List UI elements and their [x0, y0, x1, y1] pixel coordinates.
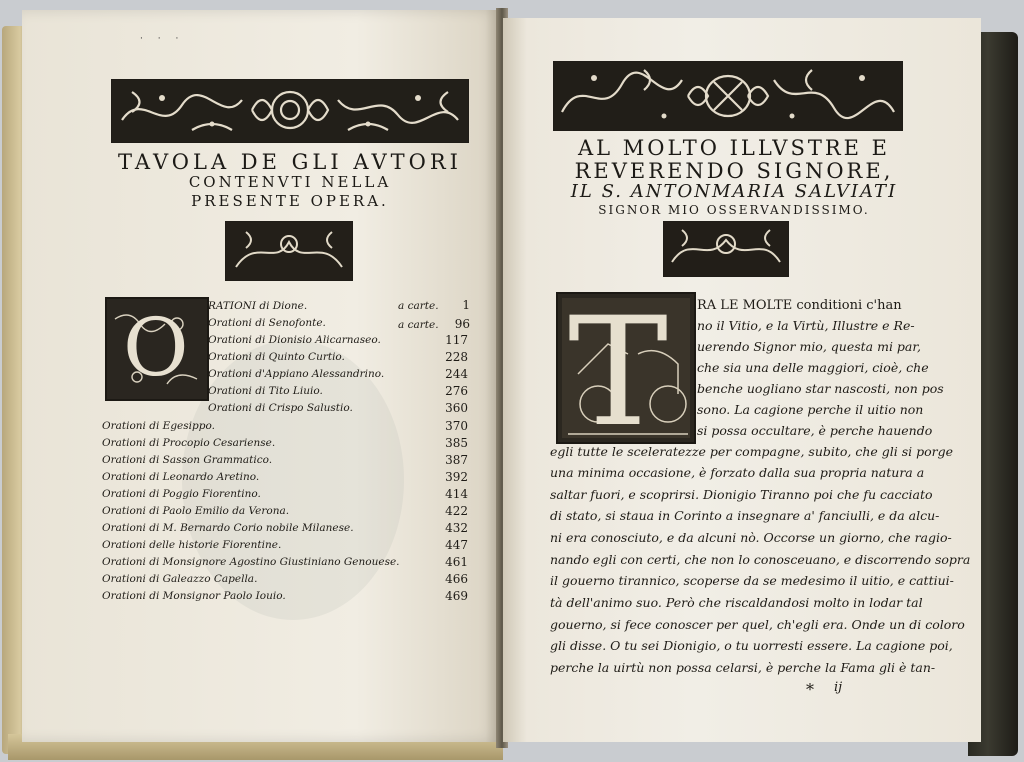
decorated-initial-t	[556, 286, 696, 460]
right-title-line-3: IL S. ANTONMARIA SALVIATI	[570, 181, 898, 202]
index-page-1: 1	[462, 298, 470, 312]
index-col-2: a carte.	[398, 319, 439, 331]
index-entry-5: Orationi d'Appiano Alessandrino.	[208, 368, 385, 380]
index-page-6: 276	[445, 384, 468, 398]
right-title-line-4: SIGNOR MIO OSSERVANDISSIMO.	[598, 203, 870, 217]
body-line-13: nando egli con certi, che non lo conosceuano, e discorrendo sopra	[550, 552, 971, 567]
body-line-11: di stato, si staua in Corinto a insegnare a' fanciulli, e da alcu-	[550, 508, 940, 523]
index-page-5: 244	[445, 367, 468, 381]
left-title-line-1: TAVOLA DE GLI AVTORI	[118, 150, 462, 174]
index-page-7: 360	[445, 401, 468, 415]
index-entry-11: Orationi di Leonardo Aretino.	[102, 471, 260, 483]
body-line-3: uerendo Signor mio, questa mi par,	[697, 339, 921, 354]
body-line-2: no il Vitio, e la Virtù, Illustre e Re-	[697, 318, 915, 333]
index-page-3: 117	[445, 333, 468, 347]
body-line-5: benche uogliano star nascosti, non pos	[697, 381, 944, 396]
body-line-15: tà dell'animo suo. Però che riscaldandosi molto in lodar tal	[550, 595, 923, 610]
index-entry-6: Orationi di Tito Liuio.	[208, 385, 323, 397]
right-title-line-2: REVERENDO SIGNORE,	[574, 159, 894, 183]
right-title-line-1: AL MOLTO ILLVSTRE E	[577, 136, 891, 160]
index-entry-4: Orationi di Quinto Curtio.	[208, 351, 345, 363]
body-line-12: ni era conosciuto, e da alcuni nò. Occorse un giorno, che ragio-	[550, 530, 952, 545]
index-page-14: 432	[445, 521, 468, 535]
index-page-16: 461	[445, 555, 468, 569]
index-entry-12: Orationi di Poggio Fiorentino.	[102, 488, 261, 500]
left-title-line-3: PRESENTE OPERA.	[191, 192, 389, 210]
body-line-6: sono. La cagione perche il uitio non	[697, 402, 924, 417]
body-line-17: gli disse. O tu sei Dionigio, o tu uorresti essere. La cagione poi,	[550, 638, 953, 653]
body-line-18: perche la uirtù non possa celarsi, è perche la Fama gli è tan-	[550, 660, 936, 675]
small-ornament-left	[226, 222, 352, 280]
headpiece-ornament-left	[112, 80, 468, 142]
index-entry-14: Orationi di M. Bernardo Corio nobile Milanese.	[102, 522, 354, 534]
small-ornament-right	[664, 222, 788, 276]
page-top-marks: · · ·	[140, 34, 185, 44]
index-page-4: 228	[445, 350, 468, 364]
catchword: ij	[834, 680, 843, 695]
index-page-10: 387	[445, 453, 468, 467]
index-page-9: 385	[445, 436, 468, 450]
index-entry-18: Orationi di Monsignor Paolo Iouio.	[102, 590, 286, 602]
body-line-8: egli tutte le sceleratezze per compagne, subito, che gli si porge	[550, 444, 954, 459]
index-page-18: 469	[445, 589, 468, 603]
index-entry-2: Orationi di Senofonte.	[208, 317, 326, 329]
body-line-4: che sia una delle maggiori, cioè, che	[697, 360, 929, 375]
index-page-15: 447	[445, 538, 468, 552]
index-entry-7: Orationi di Crispo Salustio.	[208, 402, 353, 414]
index-page-8: 370	[445, 419, 468, 433]
initial-letter-t: T	[568, 286, 669, 460]
index-entry-8: Orationi di Egesippo.	[102, 420, 215, 432]
body-line-16: gouerno, si fece conoscer per quel, ch'egli era. Onde un di coloro	[550, 617, 965, 632]
index-entry-17: Orationi di Galeazzo Capella.	[102, 573, 258, 585]
body-line-10: saltar fuori, e scoprirsi. Dionigio Tiranno poi che fu cacciato	[550, 487, 933, 502]
headpiece-ornament-right	[554, 62, 902, 130]
index-col-1: a carte.	[398, 300, 439, 312]
body-line-14: il gouerno tirannico, scoperse da se medesimo il uitio, e cattiui-	[550, 573, 954, 588]
index-entry-1: RATIONI di Dione.	[208, 300, 308, 312]
index-page-12: 414	[445, 487, 468, 501]
index-page-13: 422	[445, 504, 468, 518]
body-line-1: RA LE MOLTE conditioni c'han	[697, 298, 902, 313]
index-entry-10: Orationi di Sasson Grammatico.	[102, 454, 273, 466]
index-entry-9: Orationi di Procopio Cesariense.	[102, 437, 276, 449]
index-page-17: 466	[445, 572, 468, 586]
body-line-9: una minima occasione, è forzato dalla sua propria natura a	[550, 465, 925, 480]
index-page-2: 96	[454, 317, 470, 331]
initial-letter-o: O	[123, 301, 189, 394]
index-entry-3: Orationi di Dionisio Alicarnaseo.	[208, 334, 381, 346]
decorated-initial-o	[105, 297, 209, 401]
index-entry-13: Orationi di Paolo Emilio da Verona.	[102, 505, 290, 517]
body-line-7: si possa occultare, è perche hauendo	[697, 423, 933, 438]
signature-mark: *	[806, 680, 814, 699]
index-entry-15: Orationi delle historie Fiorentine.	[102, 539, 282, 551]
index-page-11: 392	[445, 470, 468, 484]
index-entry-16: Orationi di Monsignore Agostino Giustiniano Genouese.	[102, 556, 400, 568]
left-title-line-2: CONTENVTI NELLA	[188, 173, 392, 191]
